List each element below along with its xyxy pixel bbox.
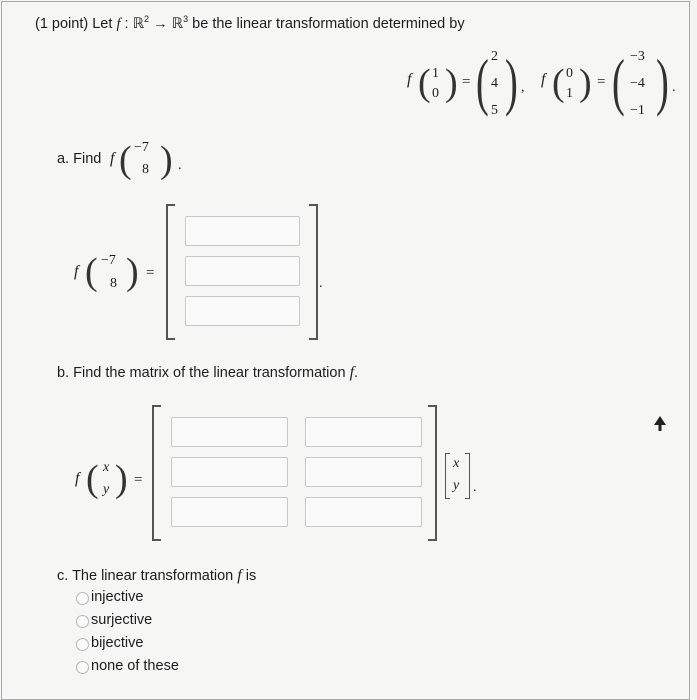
radio-surjective[interactable]: [76, 615, 89, 628]
mouse-cursor-icon: [654, 416, 666, 432]
right-bracket-a: [309, 204, 318, 340]
answer-a-3[interactable]: [185, 296, 300, 326]
matrix-cell-2-1[interactable]: [171, 457, 288, 487]
left-bracket-a: [166, 204, 175, 340]
left-bracket-b: [152, 405, 161, 541]
answer-a-1[interactable]: [185, 216, 300, 246]
matrix-cell-3-1[interactable]: [171, 497, 288, 527]
part-c-prompt: c. The linear transformation f is: [57, 567, 257, 584]
radio-none-of-these[interactable]: [76, 661, 89, 674]
problem-header: (1 point) Let f : ℝ$^2$ → ℝ$^3$ be the linear transformation determined by: [35, 14, 465, 32]
matrix-cell-1-1[interactable]: [171, 417, 288, 447]
part-b-prompt: b. Find the matrix of the linear transformation f.: [57, 364, 359, 381]
part-a-prompt: a. Find: [57, 151, 102, 167]
vector-bracket-right: [465, 453, 470, 499]
answer-a-2[interactable]: [185, 256, 300, 286]
matrix-cell-3-2[interactable]: [305, 497, 422, 527]
radio-bijective[interactable]: [76, 638, 89, 651]
right-bracket-b: [428, 405, 437, 541]
matrix-cell-1-2[interactable]: [305, 417, 422, 447]
radio-injective[interactable]: [76, 592, 89, 605]
matrix-cell-2-2[interactable]: [305, 457, 422, 487]
vector-bracket-left: [445, 453, 450, 499]
